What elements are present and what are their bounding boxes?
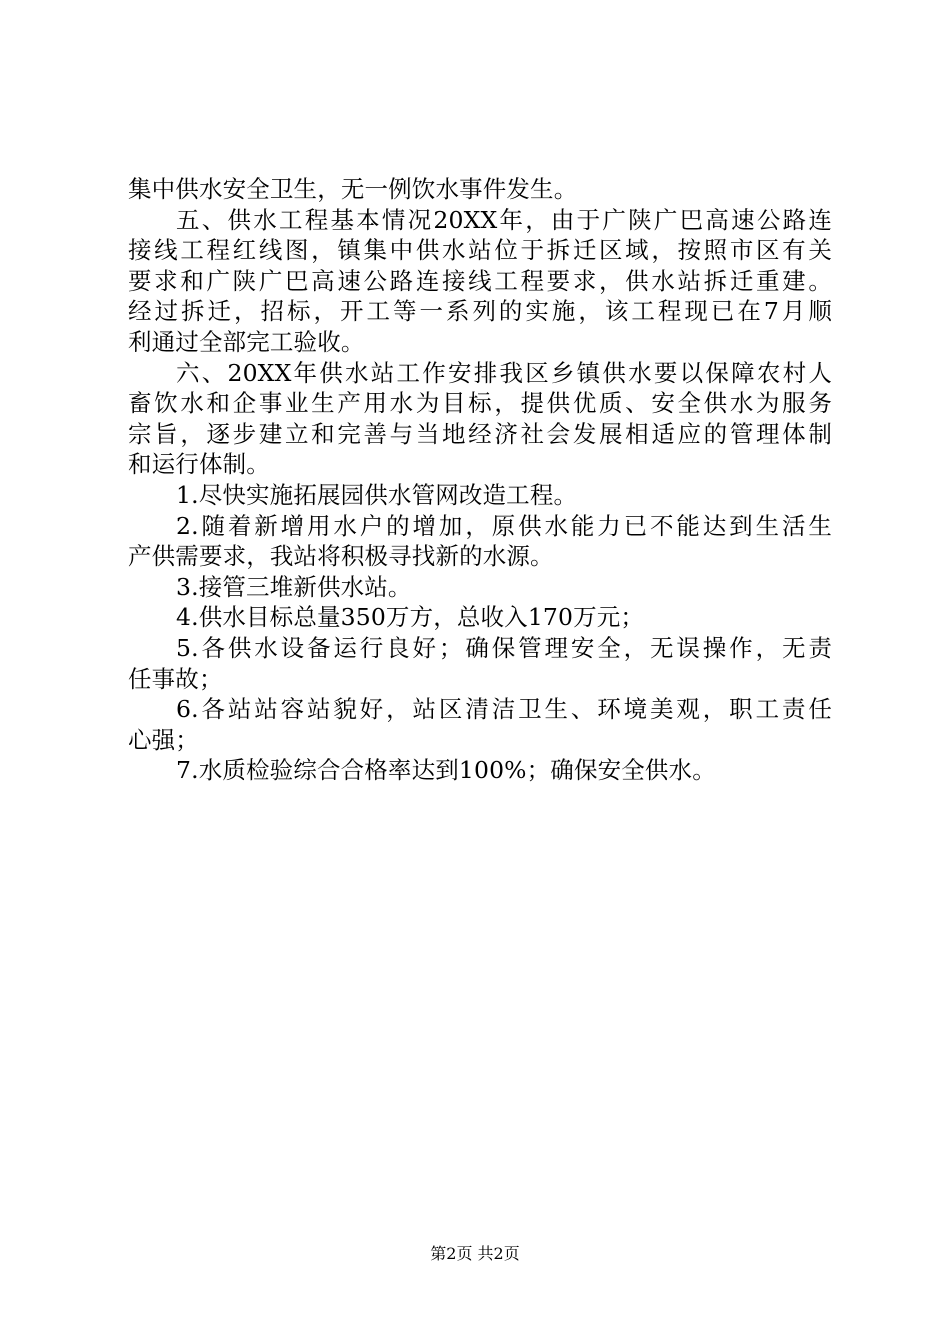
- text-line: 五、供水工程基本情况20XX年，由于广陕广巴高速公路连: [176, 205, 832, 234]
- text-line: 经过拆迁，招标，开工等一系列的实施，该工程现已在7月顺: [128, 297, 832, 326]
- text-line: 6.各站站容站貌好，站区清洁卫生、环境美观，职工责任: [176, 695, 832, 724]
- document-body: [128, 174, 832, 786]
- text-line: 4.供水目标总量350万方，总收入170万元；: [176, 603, 645, 632]
- text-line: 1.尽快实施拓展园供水管网改造工程。: [176, 480, 578, 509]
- text-line: 产供需要求，我站将积极寻找新的水源。: [128, 542, 554, 571]
- page-footer: [0, 1244, 950, 1264]
- text-line: 利通过全部完工验收。: [128, 327, 365, 356]
- text-line: 宗旨，逐步建立和完善与当地经济社会发展相适应的管理体制: [128, 419, 832, 448]
- text-line: 2.随着新增用水户的增加，原供水能力已不能达到生活生: [176, 511, 832, 540]
- text-line: 畜饮水和企事业生产用水为目标，提供优质、安全供水为服务: [128, 389, 832, 418]
- text-line: 集中供水安全卫生，无一例饮水事件发生。: [128, 175, 578, 203]
- text-line: 和运行体制。: [128, 450, 270, 479]
- text-line: 要求和广陕广巴高速公路连接线工程要求，供水站拆迁重建。: [128, 266, 832, 295]
- text-line: 5.各供水设备运行良好；确保管理安全，无误操作，无责: [176, 633, 832, 662]
- text-line: 接线工程红线图，镇集中供水站位于拆迁区域，按照市区有关: [128, 236, 832, 265]
- text-line: 7.水质检验综合合格率达到100%；确保安全供水。: [176, 756, 716, 785]
- text-line: 六、20XX年供水站工作安排我区乡镇供水要以保障农村人: [176, 358, 832, 387]
- text-line: 心强；: [128, 725, 199, 754]
- page-number: 第2页 共2页: [430, 1244, 520, 1263]
- text-line: 3.接管三堆新供水站。: [176, 572, 412, 601]
- text-line: 任事故；: [128, 664, 223, 693]
